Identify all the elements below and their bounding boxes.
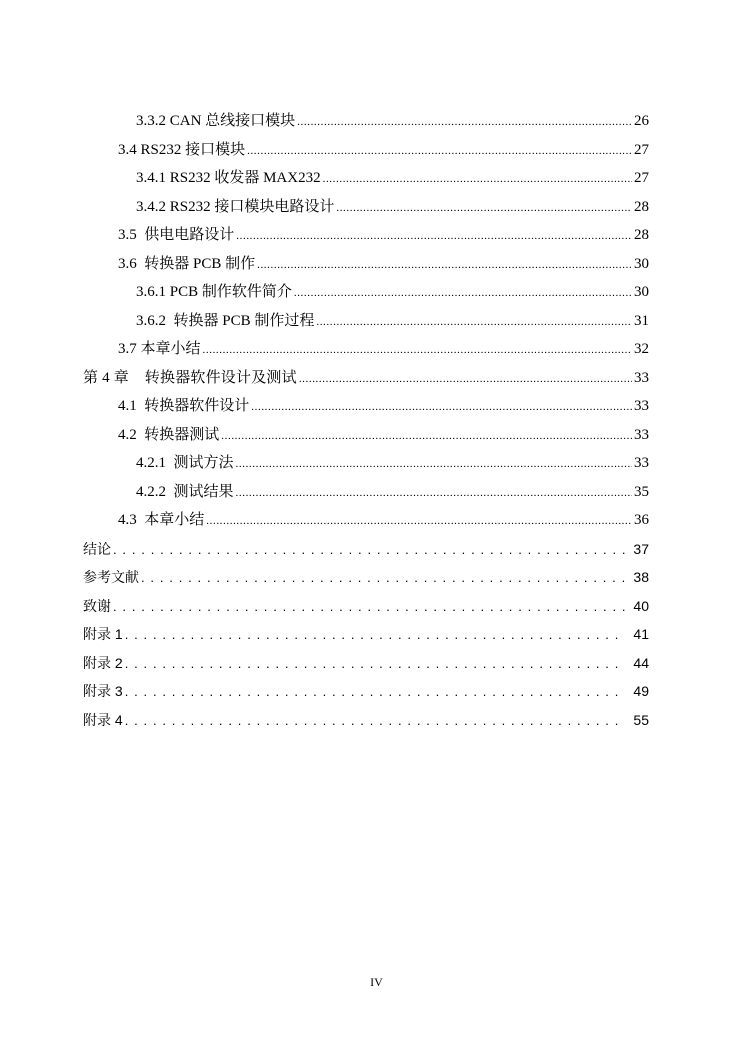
toc-entry-title: 3.3.2 CAN 总线接口模块 [136, 113, 296, 129]
dot-leader [336, 193, 632, 222]
toc-entry-appendix-4[interactable] [0, 706, 753, 735]
dot-leader [221, 421, 632, 450]
toc-entry-title: 3.6 转换器 PCB 制作 [118, 255, 256, 272]
dot-leader [316, 307, 632, 336]
dot-leader [125, 677, 626, 706]
toc-entry-appendix-2[interactable] [0, 649, 753, 678]
toc-entry-page: 38 [633, 569, 649, 585]
dot-leader [203, 335, 632, 364]
dot-leader [125, 649, 626, 678]
toc-entry-title: 3.7 本章小结 [118, 341, 201, 357]
dot-leader [113, 535, 625, 564]
toc-entry-3-6[interactable] [0, 250, 753, 279]
toc-entry-acknowledgements[interactable] [0, 592, 753, 621]
toc-entry-conclusion[interactable] [0, 535, 753, 564]
dot-leader [236, 478, 632, 507]
dot-leader [141, 563, 625, 592]
dot-leader [294, 278, 632, 307]
toc-entry-page: 44 [633, 654, 649, 671]
toc-entry-title: 4.2.1 测试方法 [136, 455, 234, 471]
toc-entry-page: 27 [634, 170, 649, 186]
dot-leader [113, 592, 625, 621]
toc-entry-3-4[interactable] [0, 136, 753, 165]
table-of-contents [0, 107, 753, 734]
toc-entry-title: 3.4.1 RS232 收发器 MAX232 [136, 170, 321, 186]
toc-entry-title: 附录 4 [83, 711, 123, 728]
toc-entry-page: 40 [633, 597, 649, 614]
toc-entry-4-3[interactable] [0, 506, 753, 535]
toc-entry-page: 37 [633, 540, 649, 557]
toc-entry-title: 4.2.2 测试结果 [136, 483, 234, 500]
toc-entry-page: 33 [634, 426, 649, 443]
dot-leader [236, 449, 632, 478]
toc-entry-appendix-1[interactable] [0, 620, 753, 649]
toc-entry-3-6-1[interactable] [0, 278, 753, 307]
toc-entry-title: 3.5 供电电路设计 [118, 227, 235, 243]
toc-entry-4-2[interactable] [0, 421, 753, 450]
toc-entry-title: 参考文献 [83, 569, 139, 585]
toc-entry-references[interactable] [0, 563, 753, 592]
toc-entry-page: 36 [634, 512, 649, 528]
toc-entry-title: 3.6.1 PCB 制作软件简介 [136, 284, 292, 300]
toc-entry-3-4-1[interactable] [0, 164, 753, 193]
toc-entry-page: 33 [634, 455, 649, 471]
toc-entry-title: 附录 2 [83, 654, 123, 671]
toc-entry-3-4-2[interactable] [0, 193, 753, 222]
toc-entry-page: 26 [634, 113, 649, 129]
toc-entry-title: 结论 [83, 540, 111, 557]
dot-leader [206, 506, 632, 535]
toc-entry-title: 致谢 [83, 597, 111, 614]
toc-entry-title: 附录 3 [83, 683, 123, 699]
dot-leader [125, 706, 626, 735]
toc-entry-3-6-2[interactable] [0, 307, 753, 336]
page-number: IV [370, 975, 383, 989]
toc-entry-page: 28 [634, 227, 649, 243]
toc-entry-3-7[interactable] [0, 335, 753, 364]
dot-leader [297, 107, 632, 136]
toc-entry-page: 30 [634, 284, 649, 300]
toc-entry-chapter-4[interactable] [0, 364, 753, 393]
dot-leader [247, 136, 632, 165]
toc-entry-title: 3.6.2 转换器 PCB 制作过程 [136, 312, 315, 329]
dot-leader [323, 164, 632, 193]
toc-entry-3-3-2[interactable] [0, 107, 753, 136]
toc-entry-title: 第 4 章 转换器软件设计及测试 [83, 369, 297, 386]
dot-leader [299, 364, 632, 393]
toc-entry-page: 33 [634, 369, 649, 386]
dot-leader [251, 392, 632, 421]
toc-entry-title: 4.3 本章小结 [118, 512, 205, 528]
toc-entry-page: 33 [634, 398, 649, 414]
toc-entry-title: 附录 1 [83, 626, 123, 642]
toc-entry-title: 4.2 转换器测试 [118, 426, 220, 443]
toc-entry-title: 3.4 RS232 接口模块 [118, 141, 246, 158]
toc-entry-page: 28 [634, 198, 649, 215]
toc-entry-appendix-3[interactable] [0, 677, 753, 706]
toc-entry-page: 41 [633, 626, 649, 642]
toc-entry-page: 49 [633, 683, 649, 699]
toc-entry-page: 30 [634, 255, 649, 272]
toc-entry-4-1[interactable] [0, 392, 753, 421]
toc-entry-title: 3.4.2 RS232 接口模块电路设计 [136, 198, 335, 215]
toc-entry-title: 4.1 转换器软件设计 [118, 398, 250, 414]
dot-leader [257, 250, 632, 279]
toc-entry-4-2-1[interactable] [0, 449, 753, 478]
toc-entry-page: 55 [633, 711, 649, 728]
dot-leader [236, 221, 632, 250]
toc-entry-page: 35 [634, 483, 649, 500]
toc-entry-page: 32 [634, 341, 649, 357]
toc-entry-page: 31 [634, 312, 649, 329]
toc-entry-3-5[interactable] [0, 221, 753, 250]
toc-entry-4-2-2[interactable] [0, 478, 753, 507]
dot-leader [125, 620, 626, 649]
toc-entry-page: 27 [634, 141, 649, 158]
